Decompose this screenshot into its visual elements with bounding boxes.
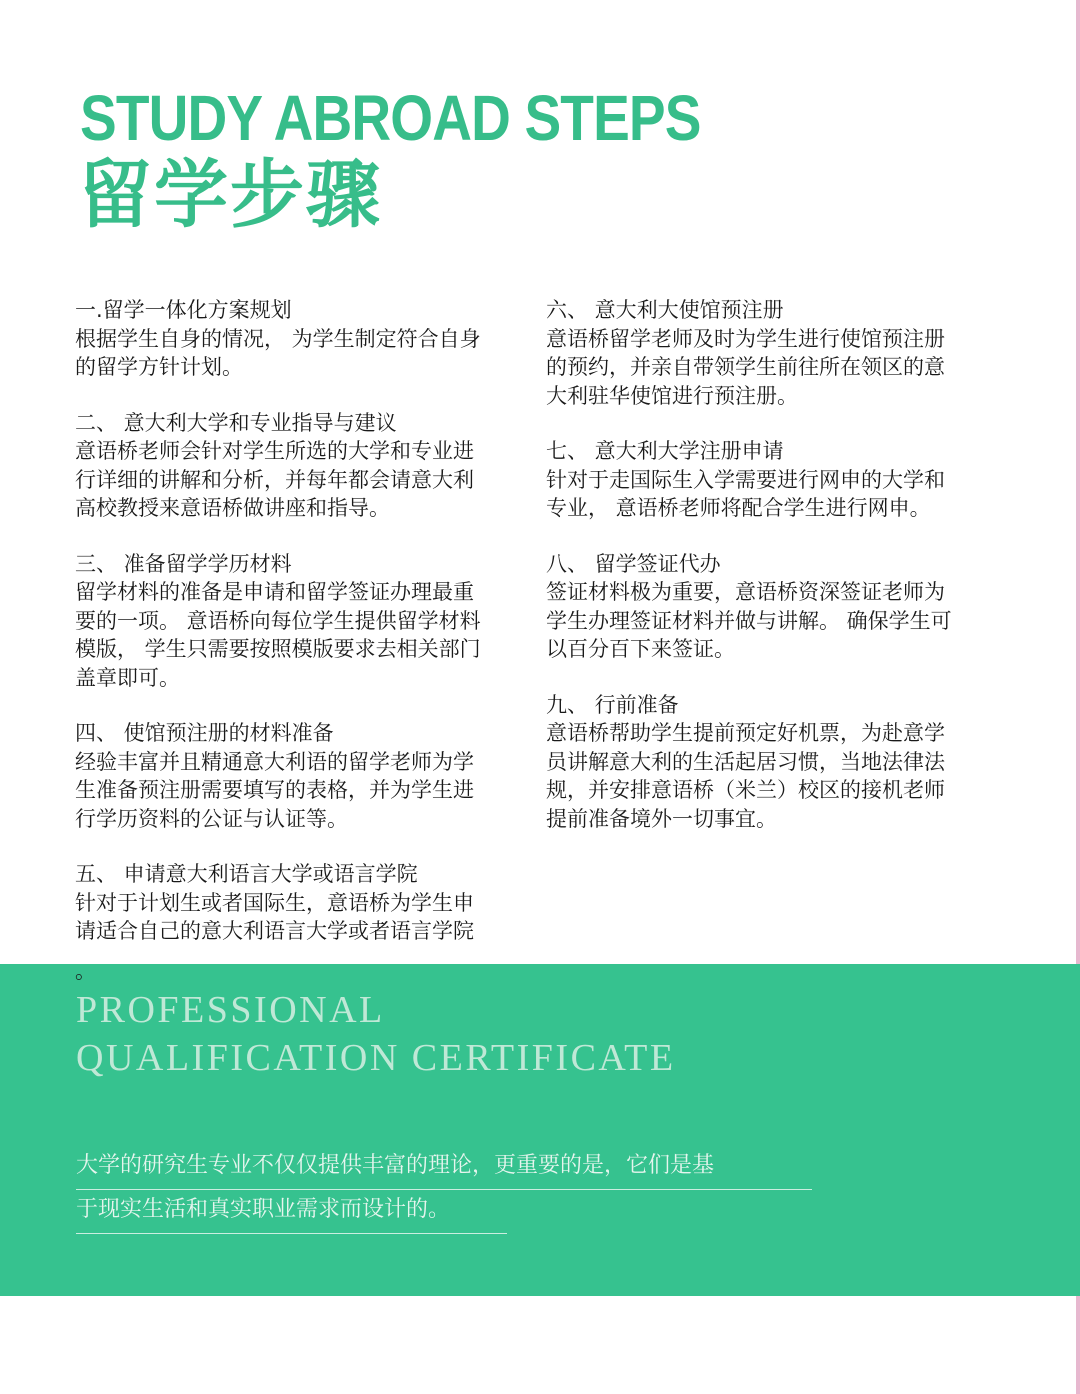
steps-left-column (75, 296, 515, 973)
step-heading: 七、 意大利大学注册申请 (546, 439, 784, 463)
step-body: 意语桥留学老师及时为学生进行使馆预注册 的预约，并亲自带领学生前往所在领区的意 大利驻华使馆进行预注册。 (546, 326, 945, 408)
page-title-cn: 留学步骤 (78, 152, 382, 238)
stray-period: 。 (75, 959, 96, 983)
band-title: PROFESSIONAL QUALIFICATION CERTIFICATE (76, 989, 676, 1079)
step-item (75, 409, 515, 523)
step-heading: 六、 意大利大使馆预注册 (546, 298, 784, 322)
step-heading: 五、 申请意大利语言大学或语言学院 (75, 862, 418, 886)
step-item (546, 550, 986, 664)
step-body: 根据学生自身的情况， 为学生制定符合自身 的留学方针计划。 (75, 326, 481, 379)
step-body: 经验丰富并且精通意大利语的留学老师为学 生准备预注册需要填写的表格，并为学生进 行学历资料的公证与认证等。 (75, 749, 474, 831)
band-text-line-1: 大学的研究生专业不仅仅提供丰富的理论，更重要的是，它们是基 (76, 1153, 715, 1178)
step-heading: 四、 使馆预注册的材料准备 (75, 721, 334, 745)
step-body: 意语桥帮助学生提前预定好机票，为赴意学 员讲解意大利的生活起居习惯，当地法律法 规，并安排意语桥（米兰）校区的接机老师 提前准备境外一切事宜。 (546, 721, 945, 831)
step-heading: 二、 意大利大学和专业指导与建议 (75, 410, 397, 435)
step-heading: 八、 留学签证代办 (546, 551, 721, 576)
step-heading: 九、 行前准备 (546, 692, 679, 717)
step-body: 留学材料的准备是申请和留学签证办理最重 要的一项。 意语桥向每位学生提供留学材料 模版， 学生只需要按照模版要求去相关部门 盖章即可。 (75, 580, 481, 690)
step-item (75, 719, 515, 833)
step-item (546, 691, 986, 834)
step-body: 针对于走国际生入学需要进行网申的大学和 专业， 意语桥老师将配合学生进行网申。 (546, 467, 945, 520)
step-item (546, 296, 986, 410)
step-item (75, 296, 515, 382)
step-item (546, 437, 986, 523)
underline-2 (76, 1233, 507, 1234)
step-heading: 三、 准备留学学历材料 (75, 551, 292, 576)
step-item (75, 550, 515, 693)
step-item (75, 860, 515, 946)
step-body: 意语桥老师会针对学生所选的大学和专业进 行详细的讲解和分析，并每年都会请意大利 高校教授来意语桥做讲座和指导。 (75, 439, 474, 520)
band-text-line-2: 于现实生活和真实职业需求而设计的。 (76, 1197, 451, 1222)
step-body: 针对于计划生或者国际生，意语桥为学生申 请适合自己的意大利语言大学或者语言学院 (75, 890, 474, 943)
step-heading: 一.留学一体化方案规划 (75, 298, 292, 322)
step-body: 签证材料极为重要，意语桥资深签证老师为 学生办理签证材料并做与讲解。 确保学生可 以百分百下来签证。 (546, 580, 952, 661)
steps-right-column (546, 296, 986, 860)
page-title-en: STUDY ABROAD STEPS (80, 82, 701, 154)
